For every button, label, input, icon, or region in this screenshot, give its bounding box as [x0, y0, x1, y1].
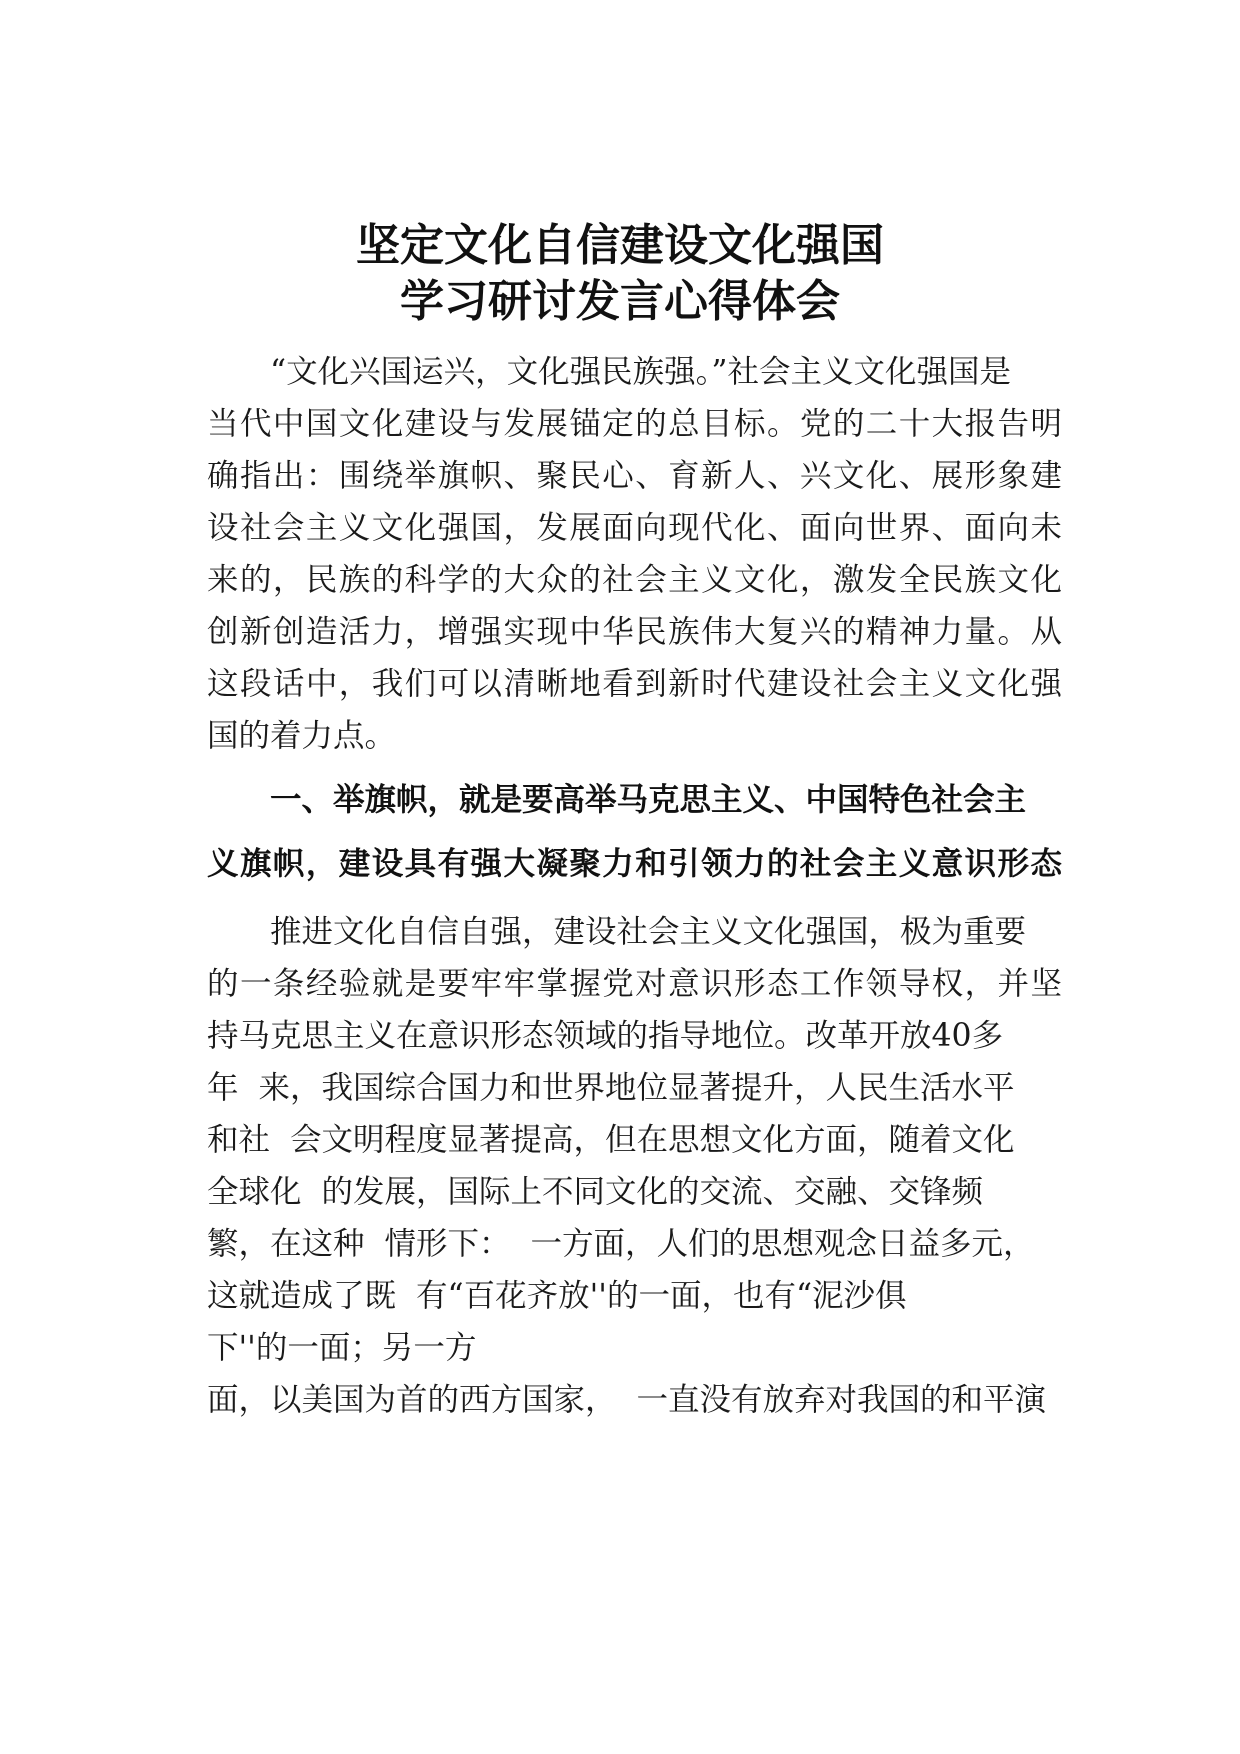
paragraph-line: 当代中国文化建设与发展锚定的总目标。党的二十大报告明 [207, 406, 1062, 442]
paragraph-line: 和社 会文明程度显著提高，但在思想文化方面，随着文化 [207, 1122, 1015, 1158]
paragraph-line: 面，以美国为首的西方国家， 一直没有放弃对我国的和平演 [207, 1382, 1047, 1418]
section-heading-line: 一、举旗帜，就是要高举马克思主义、中国特色社会主 [270, 782, 1027, 818]
paragraph-line: 繁，在这种 情形下： 一方面，人们的思想观念日益多元， [207, 1226, 1035, 1262]
paragraph-line: “文化兴国运兴，文化强民族强。”社会主义文化强国是 [270, 354, 1011, 390]
paragraph-line: 全球化 的发展，国际上不同文化的交流、交融、交锋频 [207, 1174, 984, 1210]
document-title-line-1: 坚定文化自信建设文化强国 [356, 220, 884, 271]
paragraph-line: 创新创造活力，增强实现中华民族伟大复兴的精神力量。从 [207, 614, 1062, 650]
paragraph-line: 国的着力点。 [207, 718, 397, 754]
paragraph-line: 设社会主义文化强国，发展面向现代化、面向世界、面向未 [207, 510, 1062, 546]
paragraph-line: 的一条经验就是要牢牢掌握党对意识形态工作领导权，并坚 [207, 966, 1062, 1002]
paragraph-line: 确指出：围绕举旗帜、聚民心、育新人、兴文化、展形象建 [207, 458, 1062, 494]
paragraph-line: 下''的一面；另一方 [207, 1330, 477, 1366]
paragraph-line: 持马克思主义在意识形态领域的指导地位。改革开放40多 [207, 1018, 1004, 1054]
document-title-line-2: 学习研讨发言心得体会 [400, 276, 840, 327]
paragraph-line: 这就造成了既 有“百花齐放''的一面，也有“泥沙俱 [207, 1278, 907, 1314]
section-heading-line: 义旗帜，建设具有强大凝聚力和引领力的社会主义意识形态 [207, 846, 1062, 882]
paragraph-line: 这段话中，我们可以清晰地看到新时代建设社会主义文化强 [207, 666, 1062, 702]
paragraph-line: 推进文化自信自强，建设社会主义文化强国，极为重要 [270, 914, 1027, 950]
paragraph-line: 年 来，我国综合国力和世界地位显著提升，人民生活水平 [207, 1070, 1015, 1106]
paragraph-line: 来的，民族的科学的大众的社会主义文化，激发全民族文化 [207, 562, 1062, 598]
